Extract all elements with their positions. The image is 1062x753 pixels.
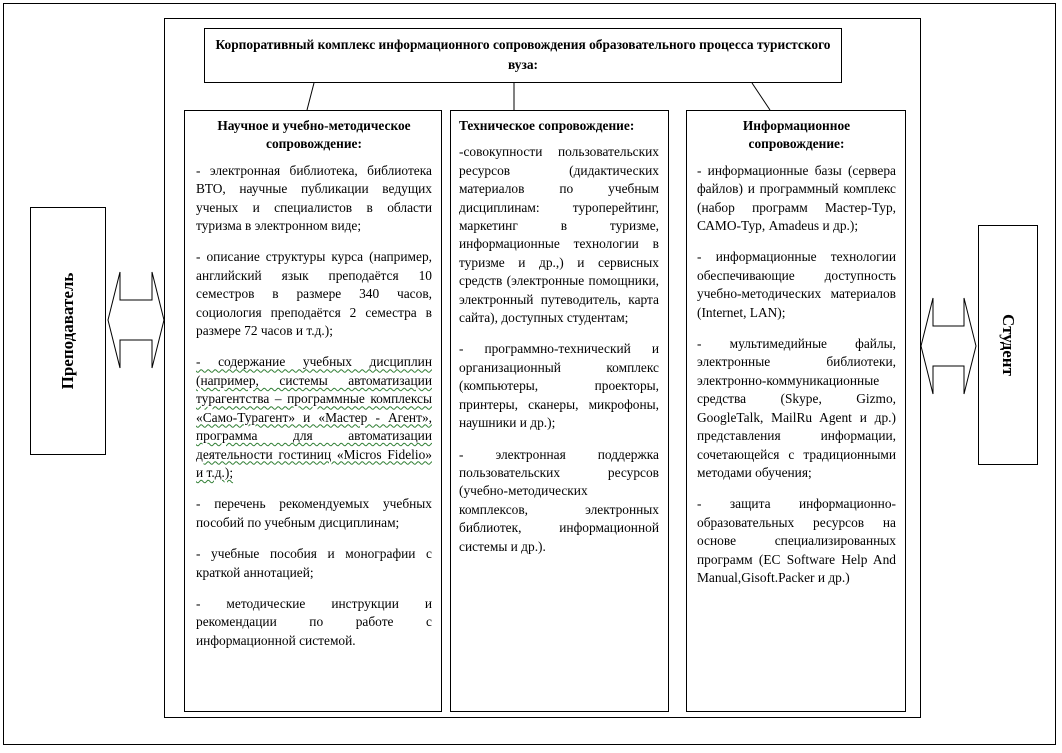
student-box [978, 225, 1038, 465]
column-heading: Научное и учебно-методическое сопровождение: [217, 118, 411, 152]
technical-support-column [450, 110, 669, 712]
list-item: - перечень рекомендуемых учебных пособий по учебным дисциплинам; [196, 496, 432, 530]
teacher-label: Преподаватель [58, 272, 77, 390]
connector-left [307, 83, 314, 110]
scientific-support-column [184, 110, 442, 712]
list-item: - учебные пособия и монографии с краткой аннотацией; [196, 546, 432, 580]
list-item: - электронная библиотека, библиотека ВТО, научные публикации ведущих ученых и специалистов в области туризма в электронном виде; [196, 162, 432, 234]
information-support-column [686, 110, 906, 712]
list-item: - содержание учебных дисциплин (например, системы автоматизации турагентства – программные комплексы «Само-Турагент» и «Мастер - Агент», программа для автоматизации деятельности гостиниц «Micros Fidelio» и т.д.); [196, 354, 432, 480]
teacher-box [30, 207, 106, 455]
student-label: Студент [999, 314, 1018, 376]
list-item: - программно-технический и организационный комплекс (компьютеры, проекторы, принтеры, сканеры, микрофоны, наушники и др.); [459, 341, 659, 431]
connector-right [752, 83, 770, 110]
list-item: - защита информационно-образовательных ресурсов на основе специализированных программ (EC Software Help And Manual,Gisoft.Packer и др.) [697, 496, 896, 585]
double-arrow-right [921, 298, 976, 394]
main-title: Корпоративный комплекс информационного сопровождения образовательного процесса туристского вуза: [204, 28, 842, 83]
list-item: - методические инструкции и рекомендации по работе с информационной системой. [196, 595, 432, 648]
list-item: - мультимедийные файлы, электронные библиотеки, электронно-коммуникационные средства (Skype, Gizmo, GoogleTalk, MailRu Agent и др.) представления информации, сочетающейся с традиционными методами обучения; [697, 336, 896, 480]
column-heading: Информационное сопровождение: [742, 118, 851, 152]
double-arrow-left [108, 272, 164, 368]
list-item: - информационные технологии обеспечивающие доступность учебно-методических материалов (Internet, LAN); [697, 249, 896, 320]
list-item: -совокупности пользовательских ресурсов (дидактических материалов по учебным дисциплинам: туроперейтинг, маркетинг в туризме, информационные технологии в туризме и др.,) и сервисных средств (электронные помощники, электронный путеводитель, карта сайта), доступных студентам; [459, 144, 659, 326]
list-item: - описание структуры курса (например, английский язык преподаётся 10 семестров в размере 340 часов, социология преподаётся 2 семестра в размере 72 часов и т.д.); [196, 249, 432, 339]
list-item: - информационные базы (сервера файлов) и программный комплекс (набор программ Мастер-Тур, САМО-Тур, Amadeus и др.); [697, 162, 896, 234]
column-heading: Техническое сопровождение: [459, 118, 635, 133]
list-item: - электронная поддержка пользовательских ресурсов (учебно-методических комплексов, электронных библиотек, информационной системы и др.). [459, 446, 659, 554]
